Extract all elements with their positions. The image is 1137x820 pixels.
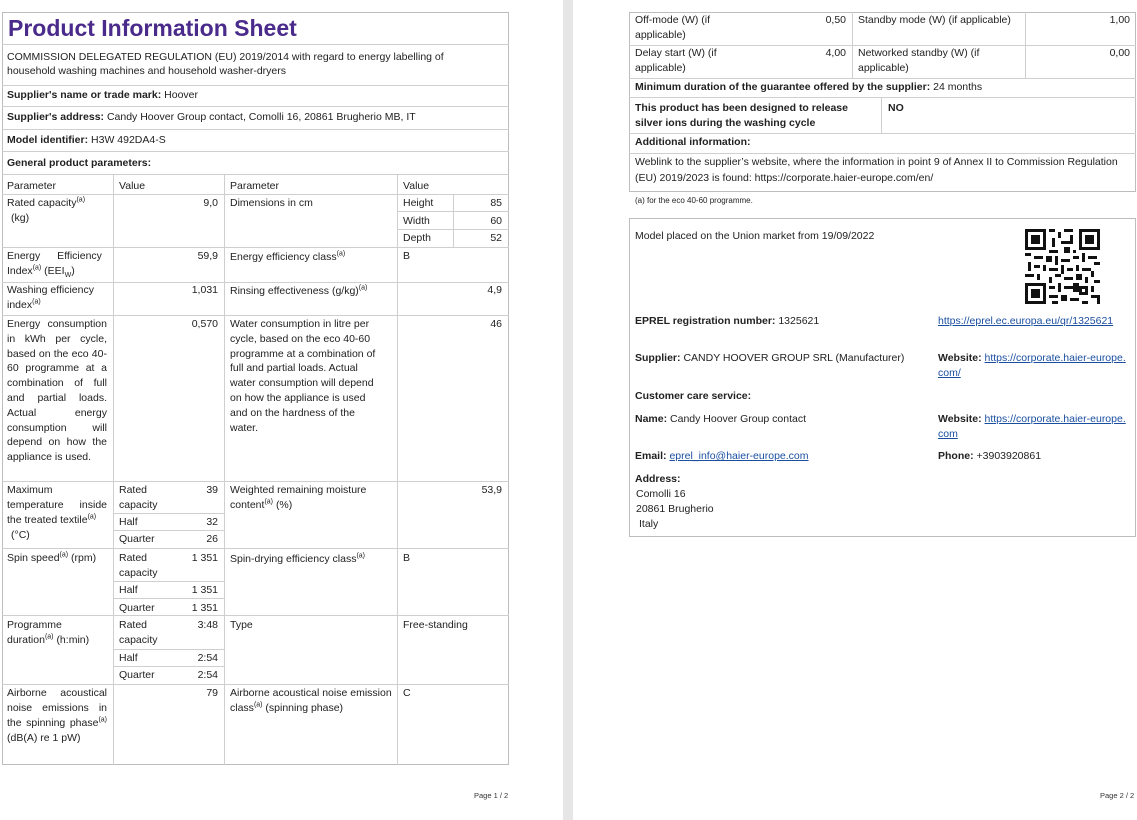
max-temp-rated-value: 39 — [206, 484, 218, 496]
noise-value: 79 — [206, 687, 218, 699]
guarantee-row: Minimum duration of the guarantee offered by the supplier: 24 months — [635, 81, 983, 93]
off-mode-value: 0,50 — [825, 14, 846, 26]
eprel-link[interactable]: https://eprel.ec.europa.eu/qr/1325621 — [938, 315, 1114, 327]
spin-half-value: 1 351 — [191, 584, 218, 596]
max-temp-label: Maximum temperature inside the treated textile$^{(a)}$ — [7, 484, 107, 526]
spin-class-label: Spin-drying efficiency class$^{(a)}$ — [230, 552, 366, 565]
address-line-2: 20861 Brugherio — [636, 503, 714, 515]
qr-code — [1025, 229, 1100, 304]
rated-capacity-label: Rated capacity$^{(a)}$ — [7, 196, 86, 209]
duration-label: Programme duration$^{(a)}$ (h:min) — [7, 619, 90, 646]
silver-ions-label: This product has been designed to release silver ions during the washing cycle — [635, 102, 848, 129]
col-header-parameter: Parameter — [7, 180, 57, 192]
water-consumption-label: Water consumption in litre per cycle, based on the eco 40-60 programme at a combination of full and partial loads. Actual water consumption will depend on how the appliance is used and on the hardness of the water. — [230, 318, 376, 434]
max-temp-half-value: 32 — [206, 516, 218, 528]
silver-ions-value: NO — [888, 102, 904, 114]
additional-info-label: Additional information: — [635, 136, 751, 148]
duration-rated-value: 3:48 — [197, 619, 218, 631]
energy-consumption-value: 0,570 — [191, 318, 218, 330]
model-identifier-row: Model identifier: H3W 492DA4-S — [7, 134, 166, 146]
spin-speed-label: Spin speed$^{(a)}$ (rpm) — [7, 551, 97, 564]
spin-rated-value: 1 351 — [191, 552, 218, 564]
duration-half-label: Half — [119, 652, 138, 664]
spin-class-value: B — [403, 552, 411, 564]
regulation-text: COMMISSION DELEGATED REGULATION (EU) 2019/2014 with regard to energy labelling of household washing machines and household washer-dryers — [7, 51, 444, 77]
page-number-2: Page 2 / 2 — [1100, 791, 1135, 800]
spin-half-label: Half — [119, 584, 138, 596]
phone-row: Phone: +3903920861 — [938, 450, 1042, 462]
rated-capacity-value: 9,0 — [203, 197, 218, 209]
water-consumption-value: 46 — [490, 318, 502, 330]
rinsing-label: Rinsing effectiveness $(g/kg)^{(a)}$ — [230, 284, 368, 297]
col-header-value: Value — [119, 180, 146, 192]
duration-quarter-label: Quarter — [119, 669, 155, 681]
supplier-name-row: Supplier's name or trade mark: Hoover — [7, 89, 198, 101]
col-header-value-2: Value — [403, 180, 430, 192]
dimensions-label: Dimensions in cm — [230, 197, 313, 209]
height-value: 85 — [490, 197, 502, 209]
duration-rated-label: Rated capacity — [119, 619, 158, 646]
general-parameters-heading: General product parameters: — [7, 157, 152, 169]
networked-label: Networked standby (W) (if applicable) — [858, 47, 980, 74]
width-value: 60 — [490, 215, 502, 227]
energy-consumption-label: Energy consumption in kWh per cycle, based on the eco 40-60 programme at a combination of full and partial loads. Actual energy consumption will depend on how the appliance is used. — [7, 318, 107, 464]
email-row: Email: eprel_info@haier-europe.com — [635, 450, 809, 462]
max-temp-quarter-value: 26 — [206, 533, 218, 545]
off-mode-label: Off-mode (W) (if applicable) — [635, 14, 711, 41]
spin-rated-label: Rated capacity — [119, 552, 158, 579]
eei-label-2: Index$^{(a)}$ $(EEI_W)$ — [7, 264, 75, 280]
customer-website-link[interactable]: https://corporate.haier-europe.com — [938, 413, 1126, 440]
eei-label: Energy Efficiency — [7, 250, 102, 262]
washing-eff-label-2: index$^{(a)}$ — [7, 298, 41, 311]
col-header-parameter-2: Parameter — [230, 180, 280, 192]
networked-value: 0,00 — [1109, 47, 1130, 59]
eei-class-value: B — [403, 250, 411, 262]
washing-eff-value: 1,031 — [191, 284, 218, 296]
duration-quarter-value: 2:54 — [197, 669, 218, 681]
rated-capacity-unit: (kg) — [11, 212, 30, 224]
customer-website-row: Website: https://corporate.haier-europe.com — [938, 413, 1126, 440]
footnote: (a) for the eco 40-60 programme. — [635, 196, 753, 205]
delay-start-value: 4,00 — [825, 47, 846, 59]
max-temp-rated-label: Rated capacity — [119, 484, 158, 511]
page-1 — [0, 0, 520, 820]
duration-half-value: 2:54 — [197, 652, 218, 664]
supplier-website-row: Website: https://corporate.haier-europe.com/ — [938, 352, 1126, 379]
supplier-row: Supplier: CANDY HOOVER GROUP SRL (Manufacturer) — [635, 352, 905, 364]
email-link[interactable]: eprel_info@haier-europe.com — [669, 450, 809, 462]
spin-quarter-value: 1 351 — [191, 602, 218, 614]
rinsing-value: 4,9 — [487, 284, 502, 296]
type-value: Free-standing — [403, 619, 468, 631]
address-heading: Address: — [635, 473, 681, 485]
address-line-3: Italy — [639, 518, 659, 530]
noise-class-label: Airborne acoustical noise emission class$^{(a)}$ (spinning phase) — [230, 687, 392, 714]
max-temp-quarter-label: Quarter — [119, 533, 155, 545]
max-temp-unit: (°C) — [11, 529, 30, 541]
supplier-address-row: Supplier's address: Candy Hoover Group contact, Comolli 16, 20861 Brugherio MB, IT — [7, 111, 416, 123]
page-gutter — [563, 0, 573, 820]
height-label: Height — [403, 197, 434, 209]
address-line-1: Comolli 16 — [636, 488, 686, 500]
moisture-label: Weighted remaining moisture content$^{(a)}$ (%) — [230, 484, 367, 511]
customer-care-heading: Customer care service: — [635, 390, 752, 402]
washing-eff-label: Washing efficiency — [7, 284, 94, 296]
delay-start-label: Delay start (W) (if applicable) — [635, 47, 717, 74]
standby-value: 1,00 — [1109, 14, 1130, 26]
width-label: Width — [403, 215, 430, 227]
eprel-number-row: EPREL registration number: 1325621 — [635, 315, 820, 327]
depth-label: Depth — [403, 232, 432, 244]
weblink-text: Weblink to the supplier’s website, where the information in point 9 of Annex II to Commission Regulation (EU) 2019/2023 is found: https://corporate.haier-europe.com/en/ — [635, 156, 1118, 184]
eei-class-label: Energy efficiency class$^{(a)}$ — [230, 250, 346, 263]
page-number-1: Page 1 / 2 — [474, 791, 509, 800]
depth-value: 52 — [490, 232, 502, 244]
standby-label: Standby mode (W) (if applicable) — [858, 14, 1011, 26]
noise-label: Airborne acoustical noise emissions in the spinning phase$^{(a)}$ (dB(A) re 1 pW) — [7, 687, 107, 744]
supplier-website-link[interactable]: https://corporate.haier-europe.com/ — [938, 352, 1126, 379]
noise-class-value: C — [403, 687, 411, 699]
moisture-value: 53,9 — [481, 484, 502, 496]
placed-on-market: Model placed on the Union market from 19/09/2022 — [635, 230, 875, 242]
type-label: Type — [230, 619, 253, 631]
customer-name-row: Name: Candy Hoover Group contact — [635, 413, 807, 425]
page-title: Product Information Sheet — [8, 15, 297, 41]
eei-value: 59,9 — [197, 250, 218, 262]
spin-quarter-label: Quarter — [119, 602, 155, 614]
max-temp-half-label: Half — [119, 516, 138, 528]
